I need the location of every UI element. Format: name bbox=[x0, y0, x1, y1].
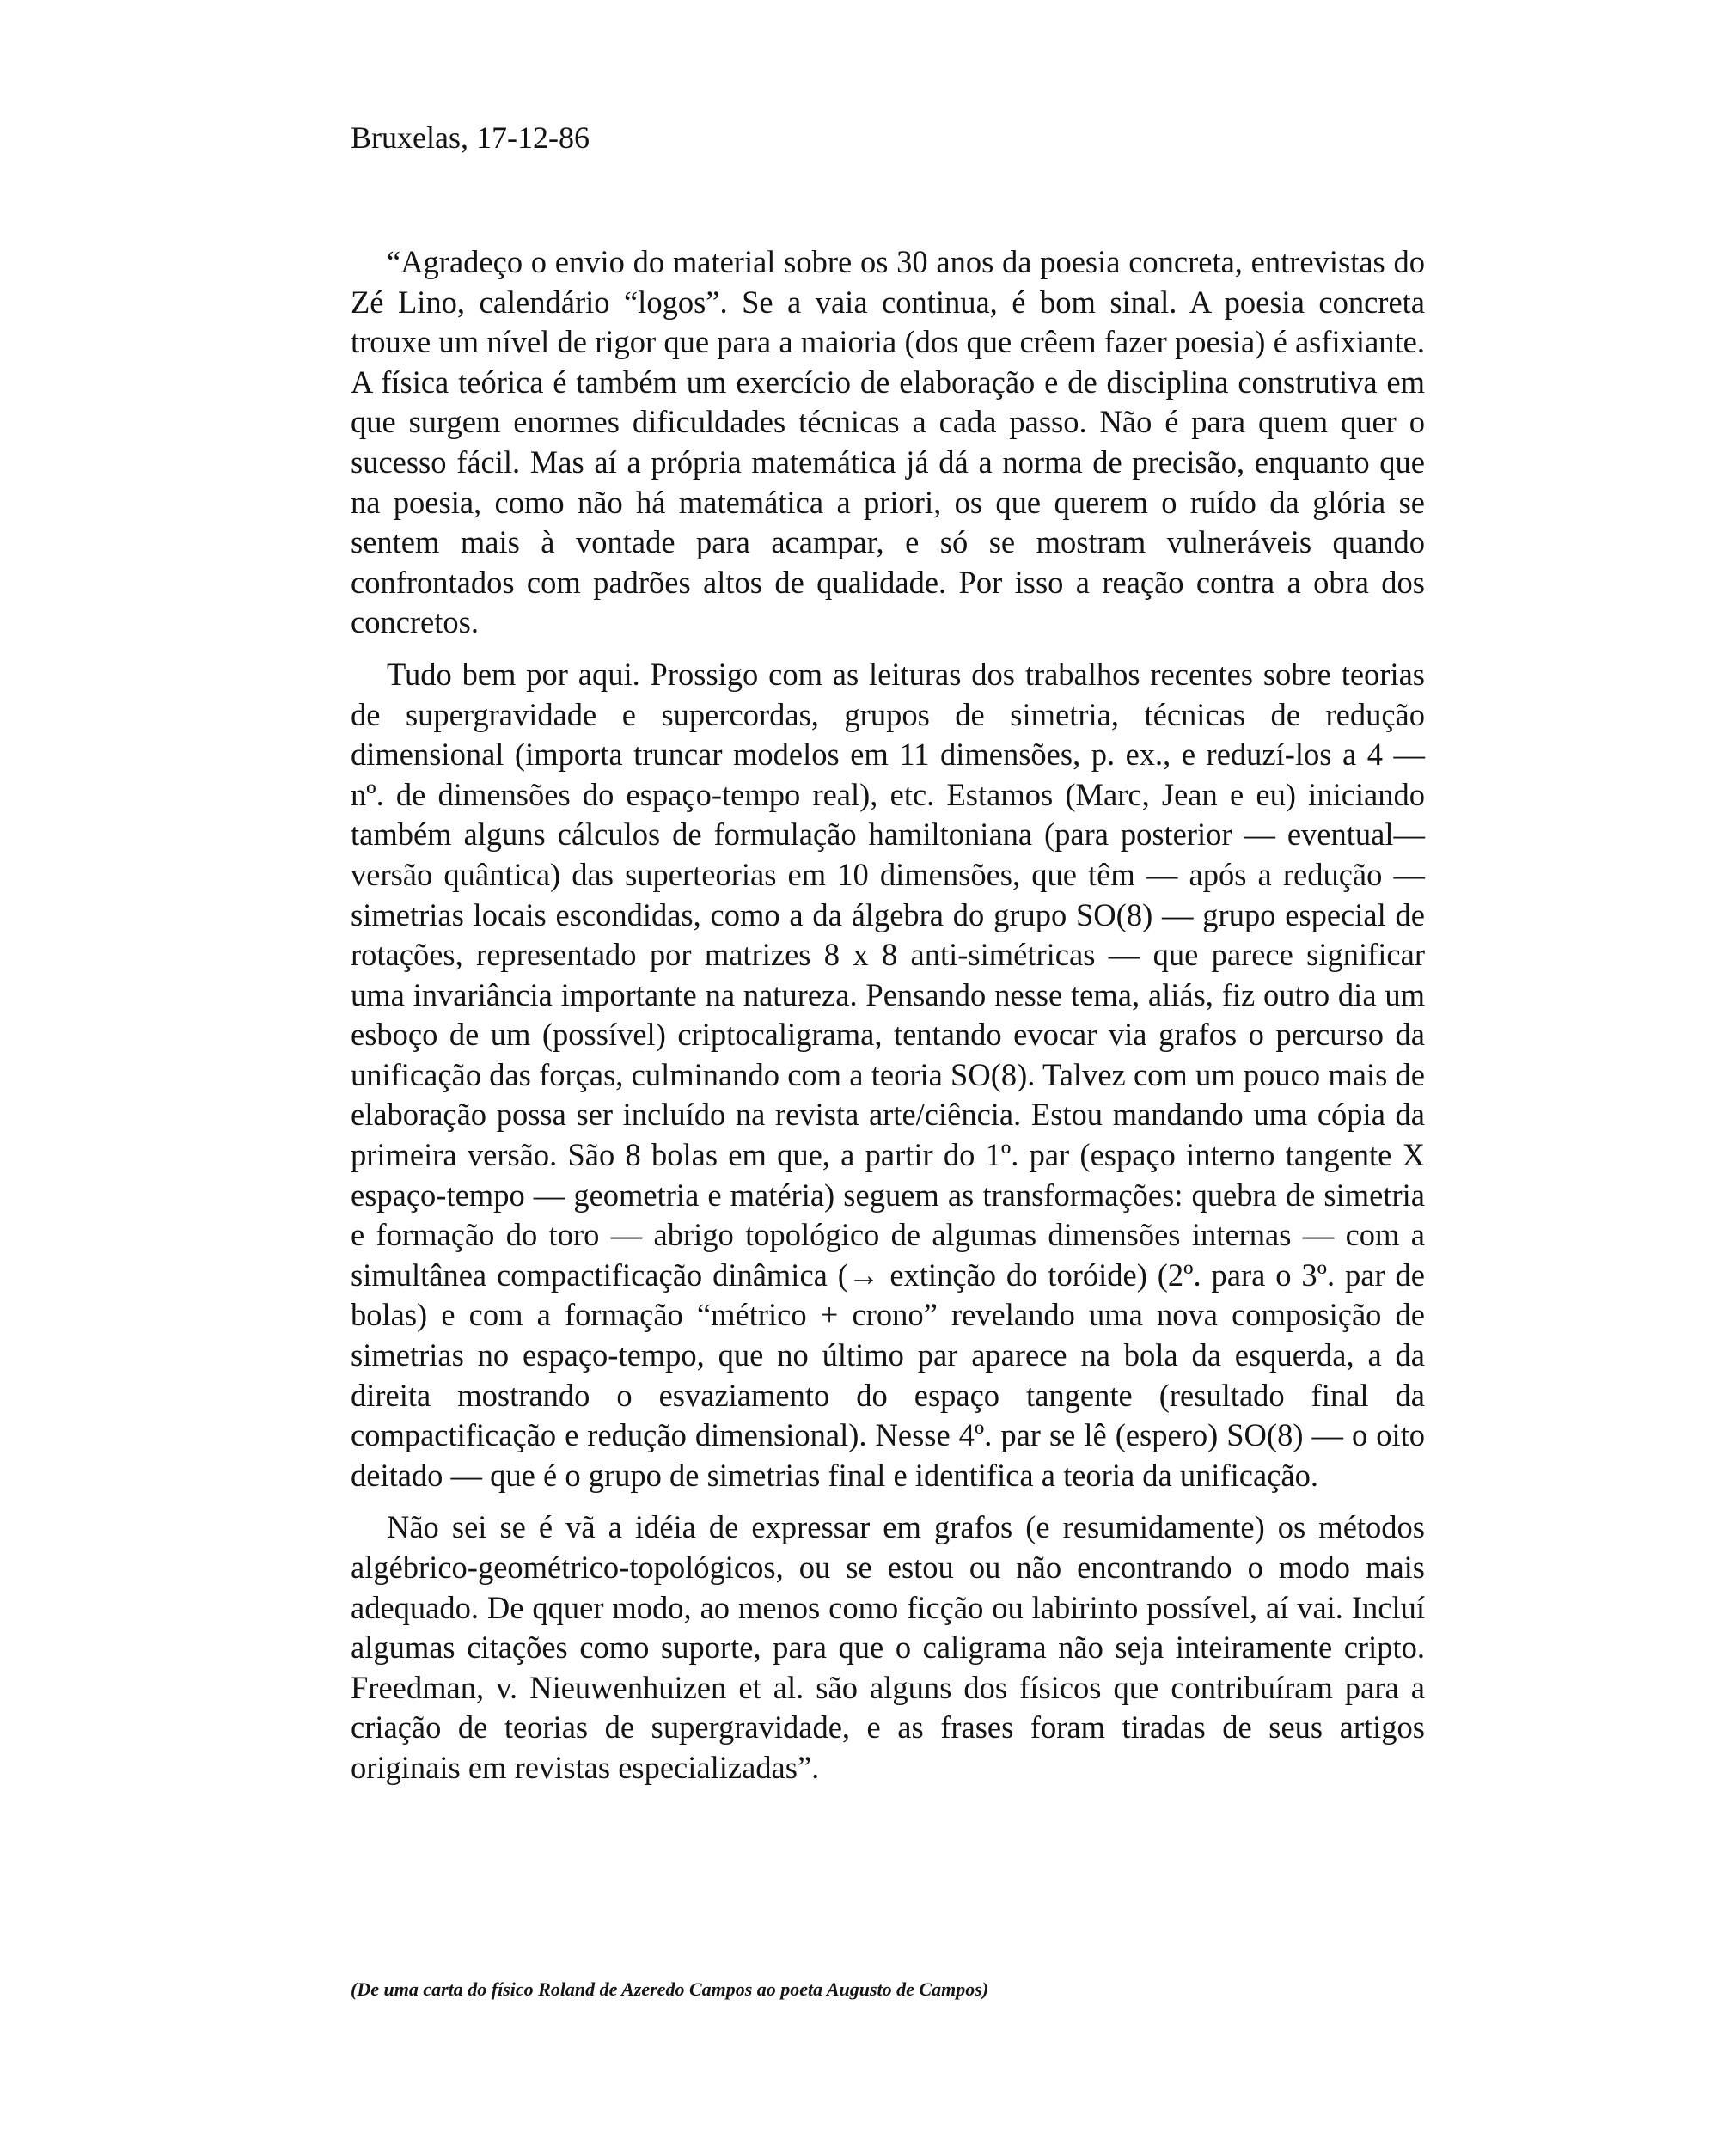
paragraph-3: Não sei se é vã a idéia de expressar em grafos (e resumidamente) os métodos algébrico-geométrico-topológicos, ou se estou ou não encontrando o modo mais adequado. De qquer modo, ao menos como ficção ou labirinto possível, aí vai. Incluí algumas citações como suporte, para que o caligrama não seja inteiramente cripto. Freedman, v. Nieuwenhuizen et al. são alguns dos físicos que contribuíram para a criação de teorias de supergravidade, e as frases foram tiradas de seus artigos originais em revistas especializadas”. bbox=[351, 1509, 1425, 1785]
dateline: Bruxelas, 17-12-86 bbox=[351, 120, 590, 155]
letter-body bbox=[351, 242, 1425, 1788]
paragraph-1: “Agradeço o envio do material sobre os 30 anos da poesia concreta, entrevistas do Zé Lino, calendário “logos”. Se a vaia continua, é bom sinal. A poesia concreta trouxe um nível de rigor que para a maioria (dos que crêem fazer poesia) é asfixiante. A física teórica é também um exercício de elaboração e de disciplina construtiva em que surgem enormes dificuldades técnicas a cada passo. Não é para quem quer o sucesso fácil. Mas aí a própria matemática já dá a norma de precisão, enquanto que na poesia, como não há matemática a priori, os que querem o ruído da glória se sentem mais à vontade para acampar, e só se mostram vulneráveis quando confrontados com padrões altos de qualidade. Por isso a reação contra a obra dos concretos. bbox=[351, 244, 1425, 640]
paragraph-2: Tudo bem por aqui. Prossigo com as leituras dos trabalhos recentes sobre teorias de supergravidade e supercordas, grupos de simetria, técnicas de redução dimensional (importa truncar modelos em 11 dimensões, p. ex., e reduzí-los a 4 — nº. de dimensões do espaço-tempo real), etc. Estamos (Marc, Jean e eu) iniciando também alguns cálculos de formulação hamiltoniana (para posterior — eventual— versão quântica) das superteorias em 10 dimensões, que têm — após a redução — simetrias locais escondidas, como a da álgebra do grupo SO(8) — grupo especial de rotações, representado por matrizes 8 x 8 anti-simétricas — que parece significar uma invariância importante na natureza. Pensando nesse tema, aliás, fiz outro dia um esboço de um (possível) criptocaligrama, tentando evocar via grafos o percurso da unificação das forças, culminando com a teoria SO(8). Talvez com um pouco mais de elaboração possa ser incluído na revista arte/ciência. Estou mandando uma cópia da primeira versão. São 8 bolas em que, a partir do 1º. par (espaço interno tangente X espaço-tempo — geometria e matéria) seguem as transformações: quebra de simetria e formação do toro — abrigo topológico de algumas dimensões internas — com a simultânea compactificação dinâmica (→ extinção do toróide) (2º. para o 3º. par de bolas) e com a formação “métrico + crono” revelando uma nova composição de simetrias no espaço-tempo, que no último par aparece na bola da esquerda, a da direita mostrando o esvaziamento do espaço tangente (resultado final da compactificação e redução dimensional). Nesse 4º. par se lê (espero) SO(8) — o oito deitado — que é o grupo de simetrias final e identifica a teoria da unificação. bbox=[351, 656, 1425, 1493]
source-caption: (De uma carta do físico Roland de Azeredo Campos ao poeta Augusto de Campos) bbox=[351, 1978, 989, 2000]
